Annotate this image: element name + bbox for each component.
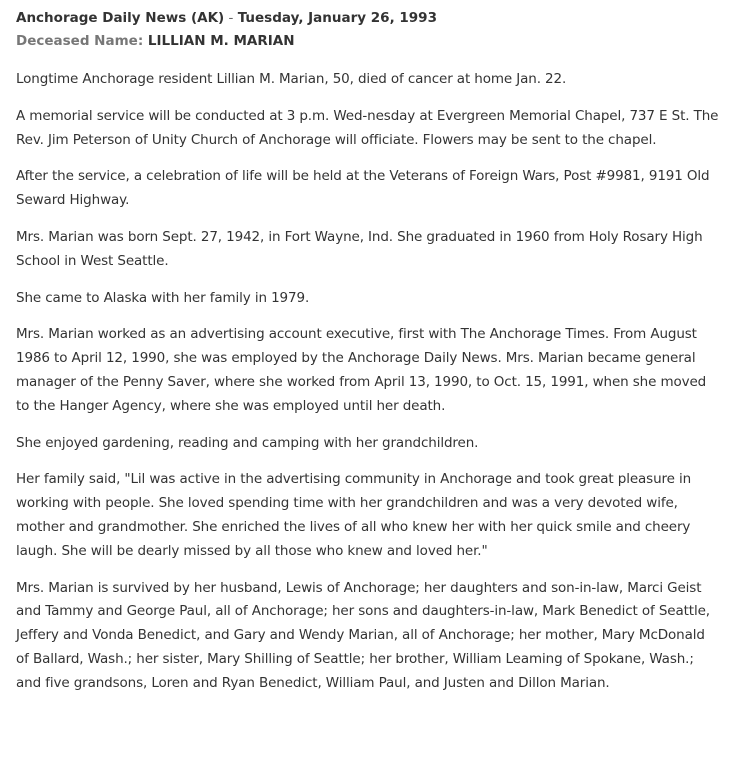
obituary-body	[16, 68, 721, 696]
newspaper-name: Anchorage Daily News (AK)	[16, 10, 225, 26]
deceased-label: Deceased Name:	[16, 33, 144, 49]
source-line	[16, 7, 721, 30]
paragraph-hobbies: She enjoyed gardening, reading and camping with her grandchildren.	[16, 434, 479, 451]
paragraph-birth: Mrs. Marian was born Sept. 27, 1942, in Fort Wayne, Ind. She graduated in 1960 from Holy Rosary High School in West Seattle.	[16, 228, 703, 269]
paragraph-memorial-service: A memorial service will be conducted at 3 p.m. Wed-nesday at Evergreen Memorial Chapel, 737 E St. The Rev. Jim Peterson of Unity Church of Anchorage will officiate. Flowers may be sent to the chapel.	[16, 107, 719, 148]
paragraph-family-quote: Her family said, "Lil was active in the advertising community in Anchorage and took great pleasure in working with people. She loved spending time with her grandchildren and was a very devoted wife, mother and grandmother. She enriched the lives of all who knew her with her quick smile and cheery laugh. She will be dearly missed by all those who knew and loved her."	[16, 471, 692, 559]
header-separator: -	[224, 10, 238, 26]
paragraph-summary: Longtime Anchorage resident Lillian M. Marian, 50, died of cancer at home Jan. 22.	[16, 71, 567, 87]
paragraph-alaska: She came to Alaska with her family in 1979.	[16, 289, 310, 306]
publication-date: Tuesday, January 26, 1993	[237, 10, 437, 26]
deceased-line	[16, 30, 721, 53]
paragraph-survivors: Mrs. Marian is survived by her husband, Lewis of Anchorage; her daughters and son-in-law, Marci Geist and Tammy and George Paul, all of Anchorage; her sons and daughters-in-law, Mark Benedict of Seattle, Jeffery and Vonda Benedict, and Gary and Wendy Marian, all of Anchorage; her mother, Mary McDonald of Ballard, Wash.; her sister, Mary Shilling of Seattle; her brother, William Leaming of Spokane, Wash.; and five grandsons, Loren and Ryan Benedict, William Paul, and Justen and Dillon Marian.	[16, 579, 710, 691]
paragraph-celebration: After the service, a celebration of life will be held at the Veterans of Foreign Wars, Post #9981, 9191 Old Seward Highway.	[16, 168, 710, 209]
paragraph-career: Mrs. Marian worked as an advertising account executive, first with The Anchorage Times. From August 1986 to April 12, 1990, she was employed by the Anchorage Daily News. Mrs. Marian became general manager of the Penny Saver, where she worked from April 13, 1990, to Oct. 15, 1991, when she moved to the Hanger Agency, where she was employed until her death.	[16, 326, 707, 414]
deceased-name: LILLIAN M. MARIAN	[147, 33, 295, 49]
